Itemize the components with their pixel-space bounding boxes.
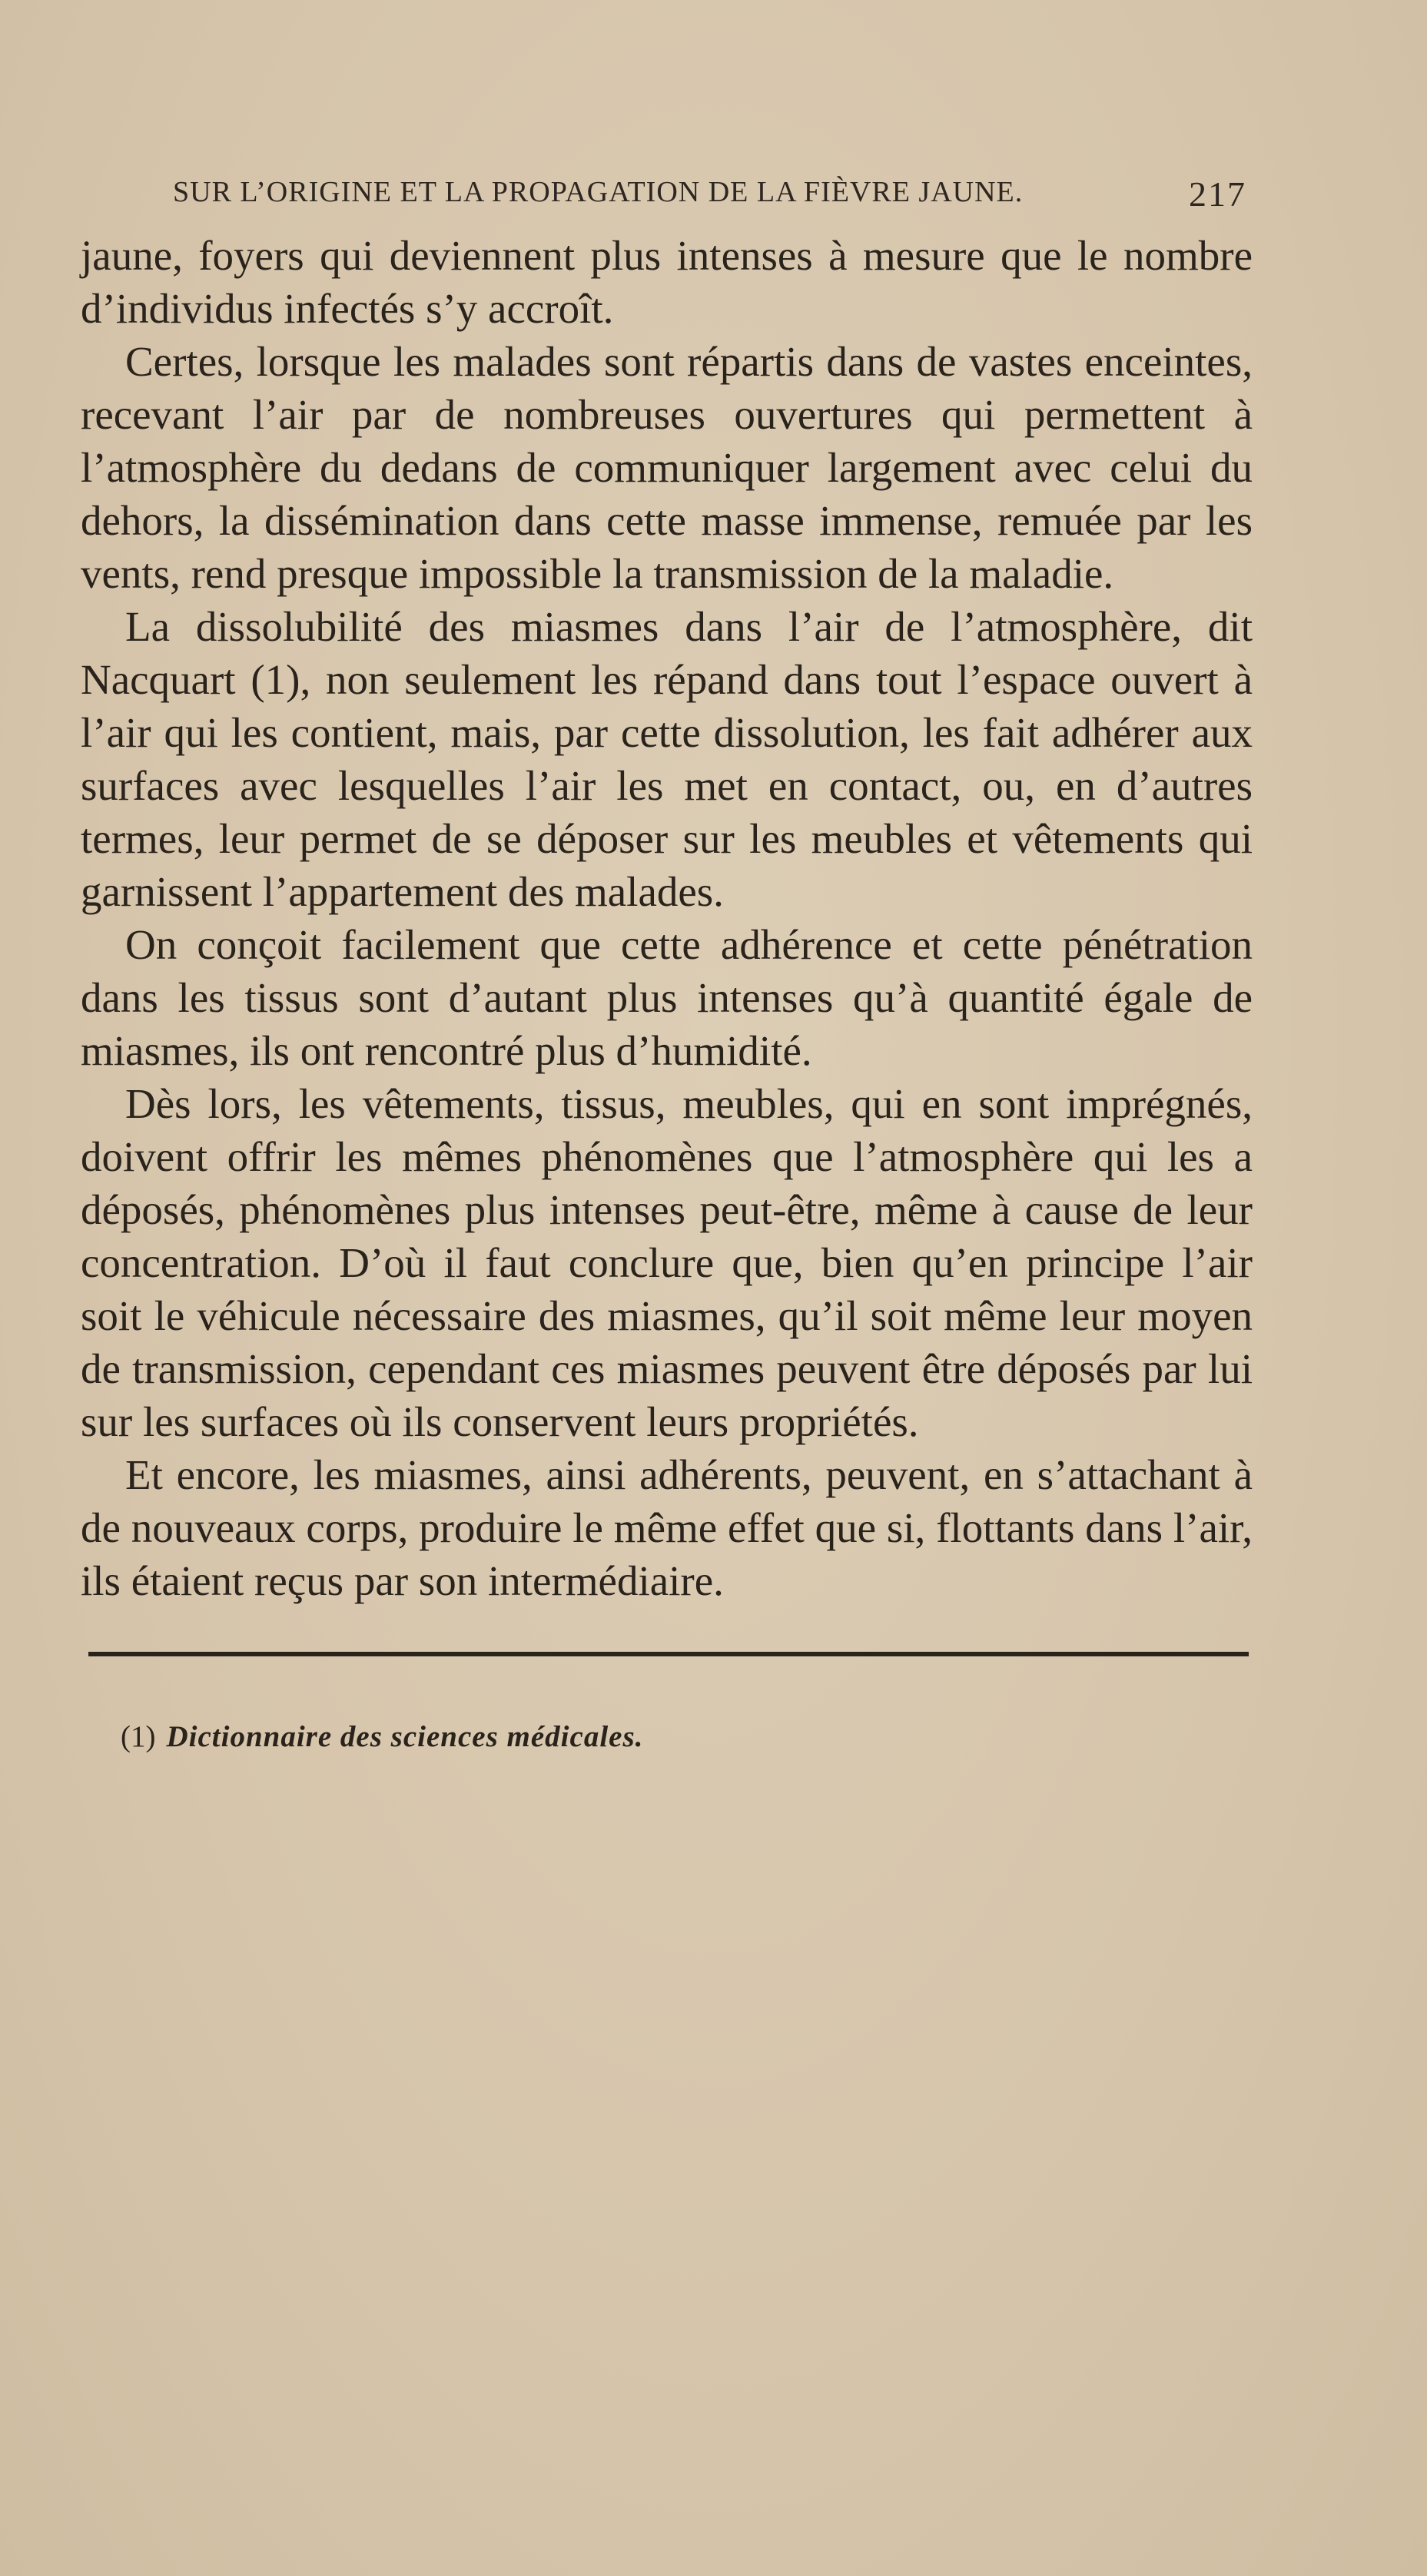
page-header — [81, 161, 1253, 215]
paragraph: La dissolubilité des miasmes dans l’air de l’atmosphère, dit Nacquart (1), non seulement les répand dans tout l’espace ouvert à l’air qui les contient, mais, par cette dissolution, les fait adhérer aux surfaces avec lesquelles l’air les met en contact, ou, en d’autres termes, leur permet de se déposer sur les meubles et vêtements qui garnissent l’appartement des malades. — [81, 603, 1253, 915]
paragraph: Et encore, les miasmes, ainsi adhérents, peuvent, en s’attachant à de nouveaux corps, produire le même effet que si, flottants dans l’air, ils étaient reçus par son intermédiaire. — [81, 1451, 1253, 1604]
page-number: 217 — [1189, 174, 1246, 214]
running-title: SUR L’ORIGINE ET LA PROPAGATION DE LA FIÈVRE JAUNE. — [173, 176, 1024, 208]
footnote-mark: (1) — [121, 1720, 156, 1753]
paragraph: jaune, foyers qui deviennent plus intenses à mesure que le nombre d’individus infectés s’y accroît. — [81, 232, 1253, 332]
footnote-divider — [88, 1652, 1249, 1656]
paragraph: On conçoit facilement que cette adhérence et cette pénétration dans les tissus sont d’autant plus intenses qu’à quantité égale de miasmes, ils ont rencontré plus d’humidité. — [81, 921, 1253, 1074]
footnote-text: Dictionnaire des sciences médicales. — [166, 1720, 644, 1753]
footnote — [121, 1719, 1253, 1754]
paragraph: Dès lors, les vêtements, tissus, meubles, qui en sont imprégnés, doivent offrir les mêmes phénomènes que l’atmosphère qui les a déposés, phénomènes plus intenses peut-être, même à cause de leur concentration. D’où il faut conclure que, bien qu’en principe l’air soit le véhicule nécessaire des miasmes, qu’il soit même leur moyen de transmission, cependant ces miasmes peuvent être déposés par lui sur les surfaces où ils conservent leurs propriétés. — [81, 1080, 1253, 1445]
body-text — [81, 229, 1253, 1607]
paragraph: Certes, lorsque les malades sont répartis dans de vastes enceintes, recevant l’air par de nombreuses ouvertures qui permettent à l’atmosphère du dedans de communiquer largement avec celui du dehors, la dissémination dans cette masse immense, remuée par les vents, rend presque impossible la transmission de la maladie. — [81, 338, 1253, 597]
book-page — [81, 161, 1253, 1754]
